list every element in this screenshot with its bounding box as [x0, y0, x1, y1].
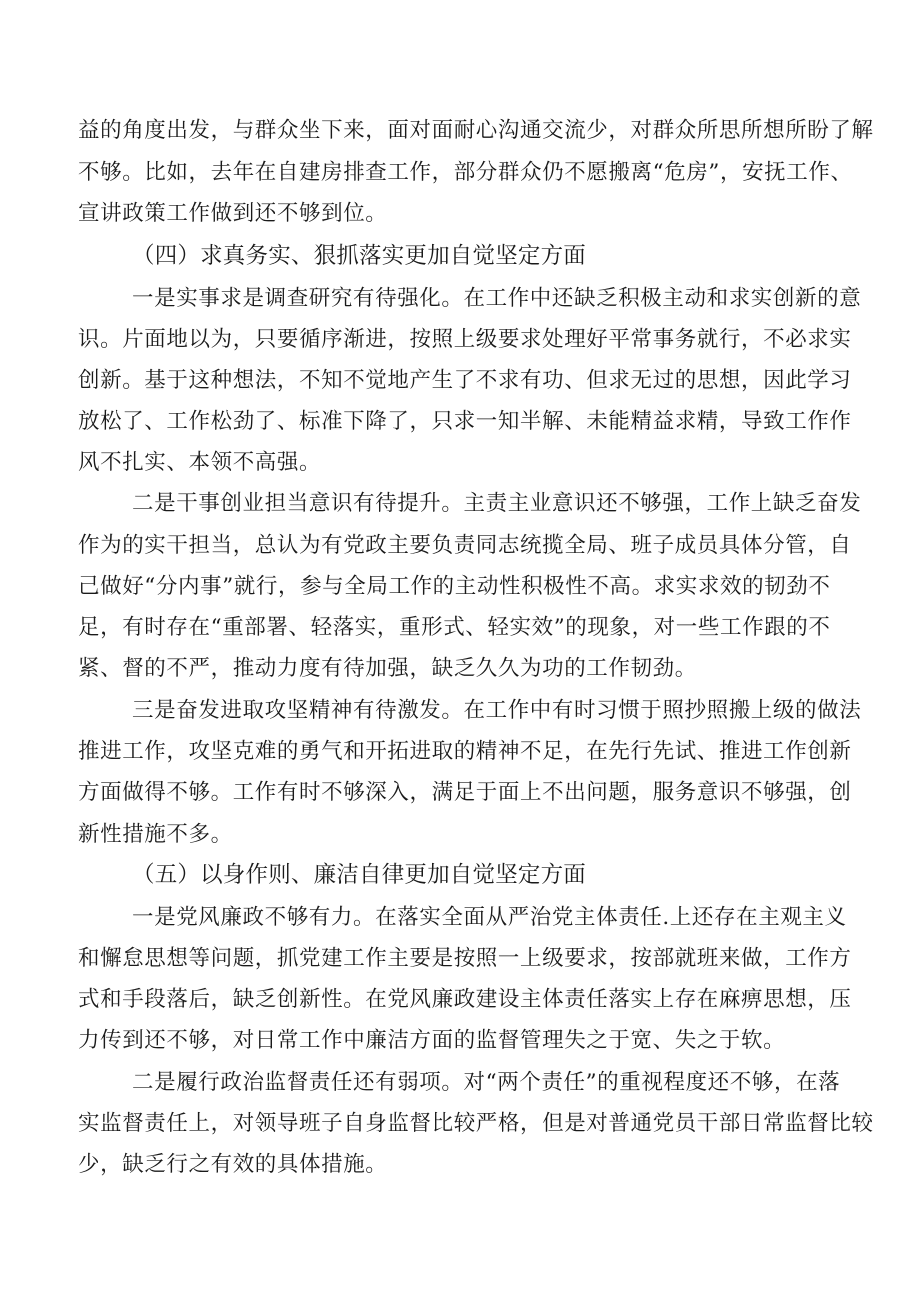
paragraph-line: 作为的实干担当，总认为有党政主要负责同志统揽全局、班子成员具体分管，自 — [78, 533, 852, 558]
section-heading-4: （四）求真务实、狠抓落实更加自觉坚定方面 — [132, 243, 587, 269]
paragraph-line: 益的角度出发，与群众坐下来，面对面耐心沟通交流少，对群众所思所想所盼了解 — [78, 118, 874, 143]
paragraph-line: 少，缺乏行之有效的具体措施。 — [78, 1152, 388, 1177]
paragraph-line: 己做好“分内事”就行，参与全局工作的主动性积极性不高。求实求效的韧劲不 — [78, 574, 831, 599]
paragraph-line: 式和手段落后，缺乏创新性。在党风廉政建设主体责任落实上存在麻痹思想，压 — [78, 987, 852, 1012]
section-heading-5: （五）以身作则、廉洁自律更加自觉坚定方面 — [132, 862, 587, 888]
paragraph-line: 一是实事求是调查研究有待强化。在工作中还缺乏积极主动和求实创新的意 — [132, 286, 862, 311]
paragraph-line: 足，有时存在“重部署、轻落实，重形式、轻实效”的现象，对一些工作跟的不 — [78, 615, 831, 640]
paragraph-line: 力传到还不够，对日常工作中廉洁方面的监督管理失之于宽、失之于软。 — [78, 1028, 786, 1053]
paragraph-line: 三是奋发进取攻坚精神有待激发。在工作中有时习惯于照抄照搬上级的做法 — [132, 698, 862, 723]
paragraph-line: 创新。基于这种想法，不知不觉地产生了不求有功、但求无过的思想，因此学习 — [78, 368, 852, 393]
paragraph-line: 放松了、工作松劲了、标准下降了，只求一知半解、未能精益求精，导致工作作 — [78, 409, 852, 434]
paragraph-line: 和懈怠思想等问题，抓党建工作主要是按照一上级要求，按部就班来做，工作方 — [78, 946, 852, 971]
paragraph-line: 实监督责任上，对领导班子自身监督比较严格，但是对普通党员干部日常监督比较 — [78, 1111, 874, 1136]
paragraph-line: 不够。比如，去年在自建房排查工作，部分群众仍不愿搬离“危房”，安抚工作、 — [78, 160, 853, 185]
paragraph-line: 二是干事创业担当意识有待提升。主责主业意识还不够强，工作上缺乏奋发 — [132, 491, 862, 516]
paragraph-line: 推进工作，攻坚克难的勇气和开拓进取的精神不足，在先行先试、推进工作创新 — [78, 739, 852, 764]
paragraph-line: 紧、督的不严，推动力度有待加强，缺乏久久为功的工作韧劲。 — [78, 656, 697, 681]
paragraph-line: 二是履行政治监督责任还有弱项。对“两个责任”的重视程度还不够，在落 — [132, 1070, 841, 1095]
paragraph-line: 风不扎实、本领不高强。 — [78, 450, 322, 475]
paragraph-line: 一是党风廉政不够有力。在落实全面从严治党主体责任.上还存在主观主义 — [132, 905, 847, 930]
paragraph-line: 新性措施不多。 — [78, 822, 233, 847]
paragraph-line: 方面做得不够。工作有时不够深入，满足于面上不出问题，服务意识不够强，创 — [78, 780, 852, 805]
paragraph-line: 识。片面地以为，只要循序渐进，按照上级要求处理好平常事务就行，不必求实 — [78, 327, 852, 352]
paragraph-line: 宣讲政策工作做到还不够到位。 — [78, 201, 388, 226]
